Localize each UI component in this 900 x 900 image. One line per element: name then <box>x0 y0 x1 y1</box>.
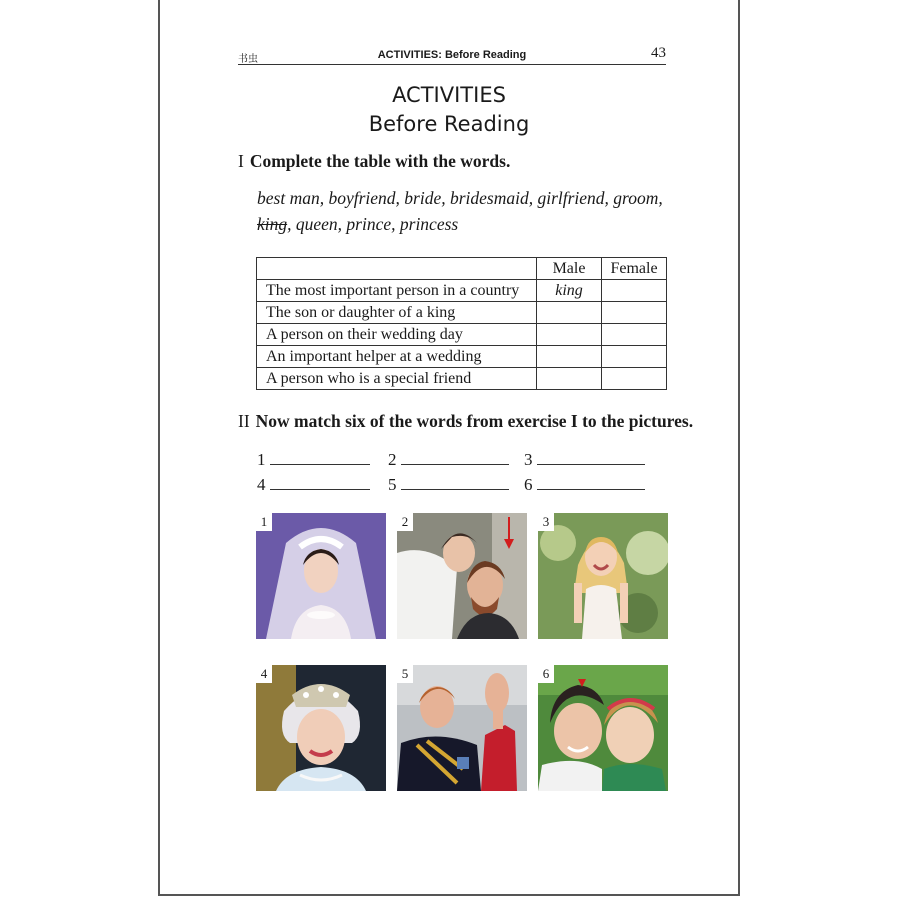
word-list-rest: , queen, prince, princess <box>287 214 459 234</box>
exercise-1-instruction: Complete the table with the words. <box>249 151 511 171</box>
female-cell[interactable] <box>602 280 667 302</box>
blank-line[interactable] <box>537 473 645 490</box>
blank-item[interactable] <box>524 448 645 470</box>
blank-item[interactable] <box>388 473 509 495</box>
column-female: Female <box>602 258 667 280</box>
table-row <box>257 324 667 346</box>
column-male: Male <box>537 258 602 280</box>
picture-3 <box>538 513 668 639</box>
table-row <box>257 368 667 390</box>
page-subtitle: Before Reading <box>368 112 530 136</box>
words-table <box>256 257 667 390</box>
blank-item[interactable] <box>257 448 370 470</box>
picture-number: 4 <box>256 665 272 683</box>
table-row <box>257 346 667 368</box>
picture-2 <box>397 513 527 639</box>
male-cell[interactable] <box>537 368 602 390</box>
series-name: 书虫 <box>238 54 258 65</box>
answer-blanks <box>257 448 677 498</box>
row-label: A person who is a special friend <box>257 368 537 390</box>
female-cell[interactable] <box>602 346 667 368</box>
girl-photo-icon <box>538 513 668 639</box>
exercise-1-heading <box>238 151 510 172</box>
blank-number: 2 <box>388 450 397 469</box>
word-list <box>257 185 663 237</box>
blank-item[interactable] <box>257 473 370 495</box>
friends-photo-icon <box>538 665 668 791</box>
table-header-row <box>257 258 667 280</box>
blank-item[interactable] <box>524 473 645 495</box>
blank-number: 6 <box>524 475 533 494</box>
queen-photo-icon <box>256 665 386 791</box>
male-cell[interactable] <box>537 324 602 346</box>
blank-number: 5 <box>388 475 397 494</box>
blank-number: 4 <box>257 475 266 494</box>
blank-number: 1 <box>257 450 266 469</box>
page-title: ACTIVITIES <box>392 83 506 107</box>
blank-line[interactable] <box>401 473 509 490</box>
book-page <box>158 0 740 896</box>
picture-number: 1 <box>256 513 272 531</box>
picture-1 <box>256 513 386 639</box>
row-label: The son or daughter of a king <box>257 302 537 324</box>
picture-number: 5 <box>397 665 413 683</box>
bride-photo-icon <box>256 513 386 639</box>
table-row <box>257 302 667 324</box>
section-title: ACTIVITIES: Before Reading <box>377 49 527 61</box>
running-head <box>238 45 666 65</box>
blank-line[interactable] <box>270 473 370 490</box>
word-list-line-2 <box>257 211 663 237</box>
page-number: 43 <box>651 45 666 61</box>
exercise-2-number: II <box>238 411 250 431</box>
female-cell[interactable] <box>602 324 667 346</box>
picture-6 <box>538 665 668 791</box>
row-label: An important helper at a wedding <box>257 346 537 368</box>
struck-word: king <box>257 214 288 234</box>
exercise-2-heading <box>238 411 693 432</box>
word-list-line-1: best man, boyfriend, bride, bridesmaid, girlfriend, groom, <box>257 188 663 208</box>
picture-number: 2 <box>397 513 413 531</box>
female-cell[interactable] <box>602 368 667 390</box>
row-label: The most important person in a country <box>257 280 537 302</box>
blank-line[interactable] <box>270 448 370 465</box>
table-row <box>257 280 667 302</box>
male-cell[interactable]: king <box>537 280 602 302</box>
exercise-1-number: I <box>238 151 244 171</box>
row-label: A person on their wedding day <box>257 324 537 346</box>
couple-photo-icon <box>397 513 527 639</box>
blank-line[interactable] <box>401 448 509 465</box>
picture-number: 6 <box>538 665 554 683</box>
female-cell[interactable] <box>602 302 667 324</box>
exercise-2-instruction: Now match six of the words from exercise I to the pictures. <box>255 411 694 431</box>
male-cell[interactable] <box>537 346 602 368</box>
blank-number: 3 <box>524 450 533 469</box>
picture-5 <box>397 665 527 791</box>
blank-item[interactable] <box>388 448 509 470</box>
prince-photo-icon <box>397 665 527 791</box>
picture-4 <box>256 665 386 791</box>
table-header-blank <box>257 258 537 280</box>
picture-number: 3 <box>538 513 554 531</box>
blank-line[interactable] <box>537 448 645 465</box>
male-cell[interactable] <box>537 302 602 324</box>
